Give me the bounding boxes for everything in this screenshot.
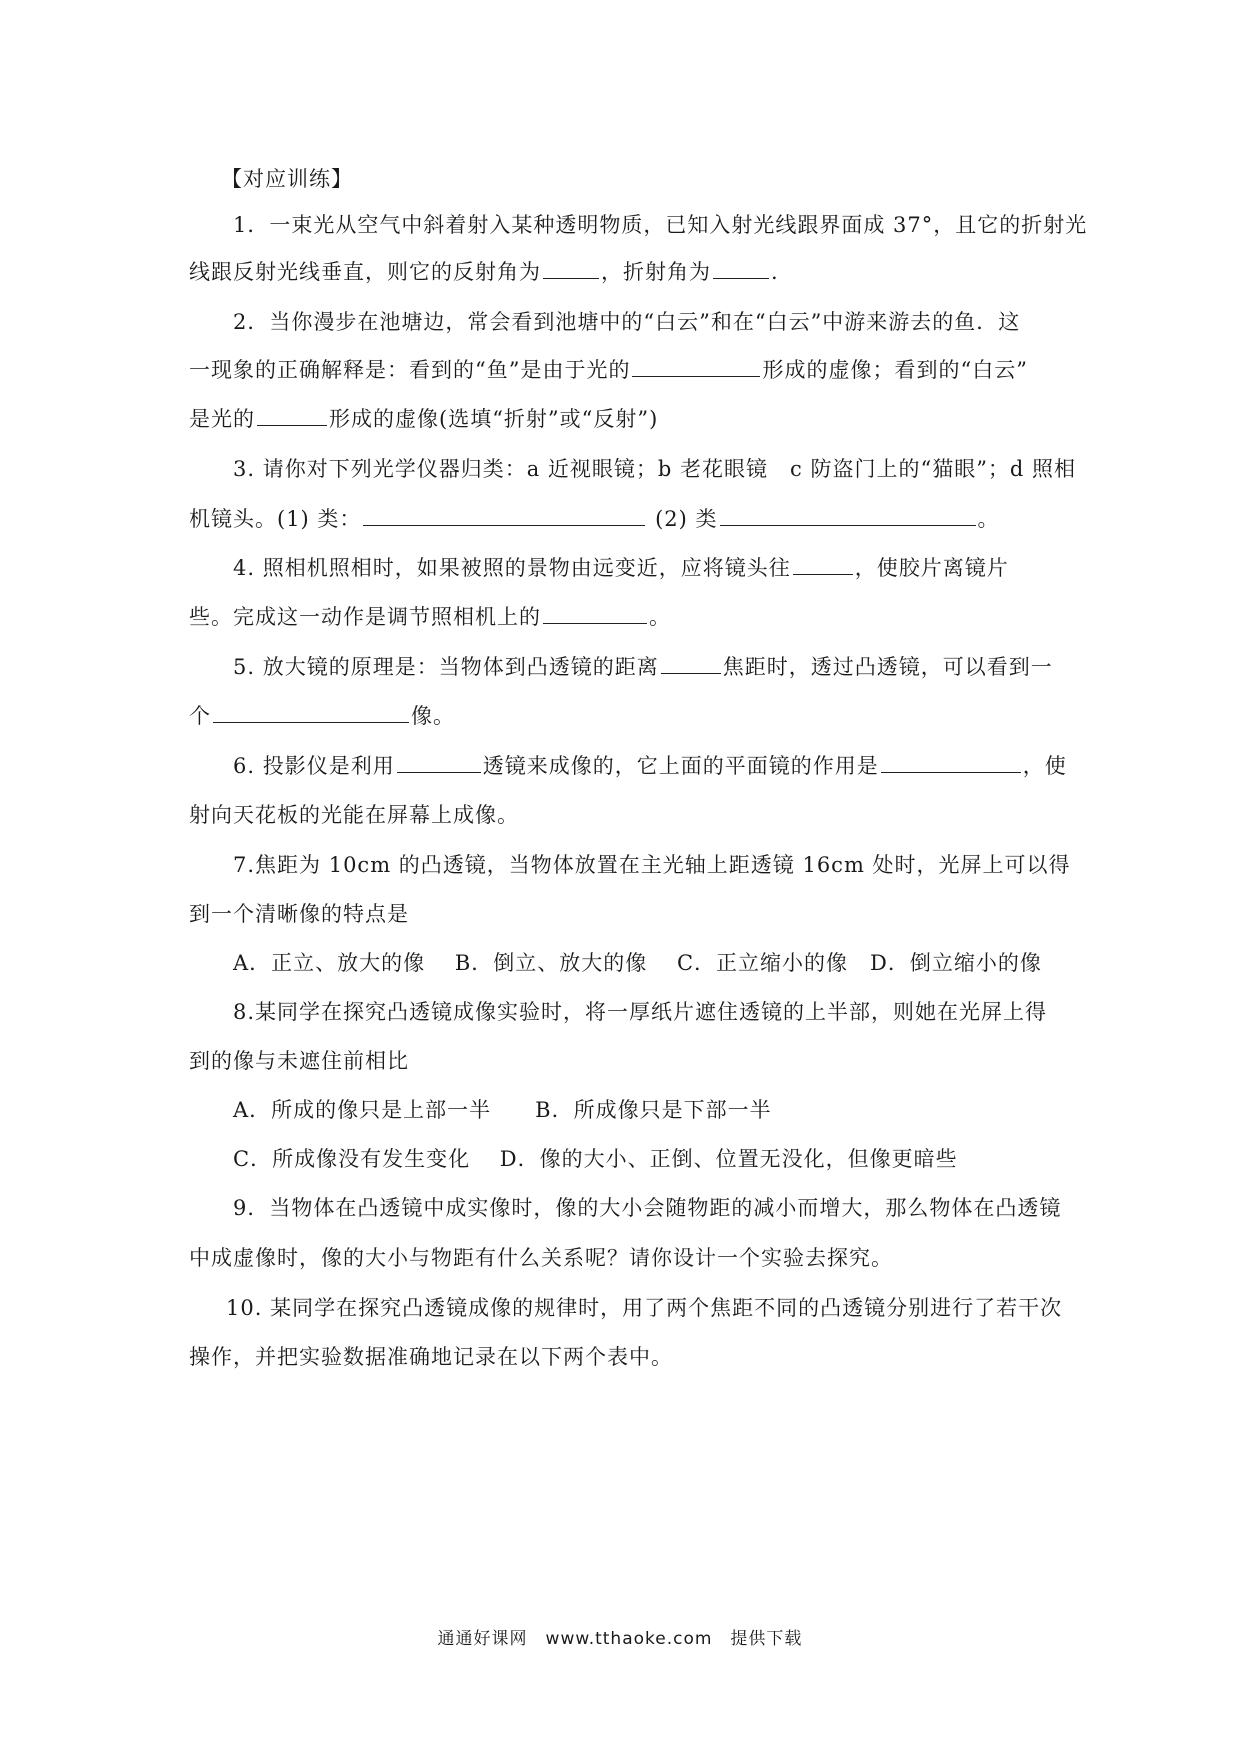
q3-line-2: 机镜头。(1) 类： (2) 类 。	[189, 507, 1000, 531]
q4-blank-2	[543, 603, 647, 624]
q10-line-2: 操作，并把实验数据准确地记录在以下两个表中。	[189, 1345, 673, 1369]
q1-line-2: 线跟反射光线垂直，则它的反射角为 ，折射角为 .	[189, 260, 779, 284]
q1-blank-2	[713, 258, 769, 279]
page-footer: 通通好课网 www.tthaoke.com 提供下载	[437, 1629, 803, 1649]
q9-line-2: 中成虚像时，像的大小与物距有什么关系呢？请你设计一个实验去探究。	[189, 1246, 893, 1270]
q7-line-1: 7.焦距为 10cm 的凸透镜，当物体放置在主光轴上距透镜 16cm 处时，光屏上可以得	[233, 853, 1071, 877]
q6-line-1: 6. 投影仪是利用 透镜来成像的，它上面的平面镜的作用是 ，使	[233, 754, 1067, 778]
q8-line-2: 到的像与未遮住前相比	[189, 1049, 409, 1073]
q8-line-1: 8.某同学在探究凸透镜成像实验时，将一厚纸片遮住透镜的上半部，则她在光屏上得	[233, 1000, 1048, 1024]
q4-line-1: 4. 照相机照相时，如果被照的景物由远变近，应将镜头往 ，使胶片离镜片	[233, 556, 1009, 580]
section-heading: 【对应训练】	[221, 167, 353, 191]
q5-line-1: 5. 放大镜的原理是：当物体到凸透镜的距离 焦距时，透过凸透镜，可以看到一	[233, 655, 1053, 679]
q6-line-2: 射向天花板的光能在屏幕上成像。	[189, 803, 519, 827]
q5-blank-1	[661, 653, 721, 674]
q2-line-2: 一现象的正确解释是：看到的“鱼”是由于光的 形成的虚像；看到的“白云”	[189, 358, 1028, 382]
q6-blank-1	[397, 752, 481, 773]
q2-line-3: 是光的 形成的虚像(选填“折射”或“反射”)	[189, 407, 659, 431]
q6-blank-2	[881, 752, 1021, 773]
q8-options-1: A．所成的像只是上部一半 B．所成像只是下部一半	[233, 1098, 772, 1122]
q9-line-1: 9．当物体在凸透镜中成实像时，像的大小会随物距的减小而增大，那么物体在凸透镜	[233, 1196, 1062, 1220]
q8-options-2: C．所成像没有发生变化 D．像的大小、正倒、位置无没化，但像更暗些	[233, 1147, 958, 1171]
q7-line-2: 到一个清晰像的特点是	[189, 902, 409, 926]
q4-blank-1	[793, 554, 853, 575]
q10-line-1: 10. 某同学在探究凸透镜成像的规律时，用了两个焦距不同的凸透镜分别进行了若干次	[226, 1296, 1063, 1320]
q3-blank-1	[363, 505, 645, 526]
q3-blank-2	[720, 505, 976, 526]
q1-blank-1	[543, 258, 599, 279]
q4-line-2: 些。完成这一动作是调节照相机上的 。	[189, 605, 671, 629]
q5-blank-2	[213, 702, 409, 723]
q2-blank-2	[257, 405, 327, 426]
q5-line-2: 个 像。	[189, 704, 455, 728]
q3-line-1: 3. 请你对下列光学仪器归类：a 近视眼镜；b 老花眼镜 c 防盗门上的“猫眼”；d 照相	[233, 457, 1077, 481]
q2-line-1: 2．当你漫步在池塘边，常会看到池塘中的“白云”和在“白云”中游来游去的鱼．这	[233, 310, 1021, 334]
q2-blank-1	[632, 356, 760, 377]
q1-line-1: 1．一束光从空气中斜着射入某种透明物质，已知入射光线跟界面成 37°，且它的折射光	[233, 213, 1088, 237]
q7-options: A．正立、放大的像 B．倒立、放大的像 C．正立缩小的像 D．倒立缩小的像	[233, 951, 1042, 975]
